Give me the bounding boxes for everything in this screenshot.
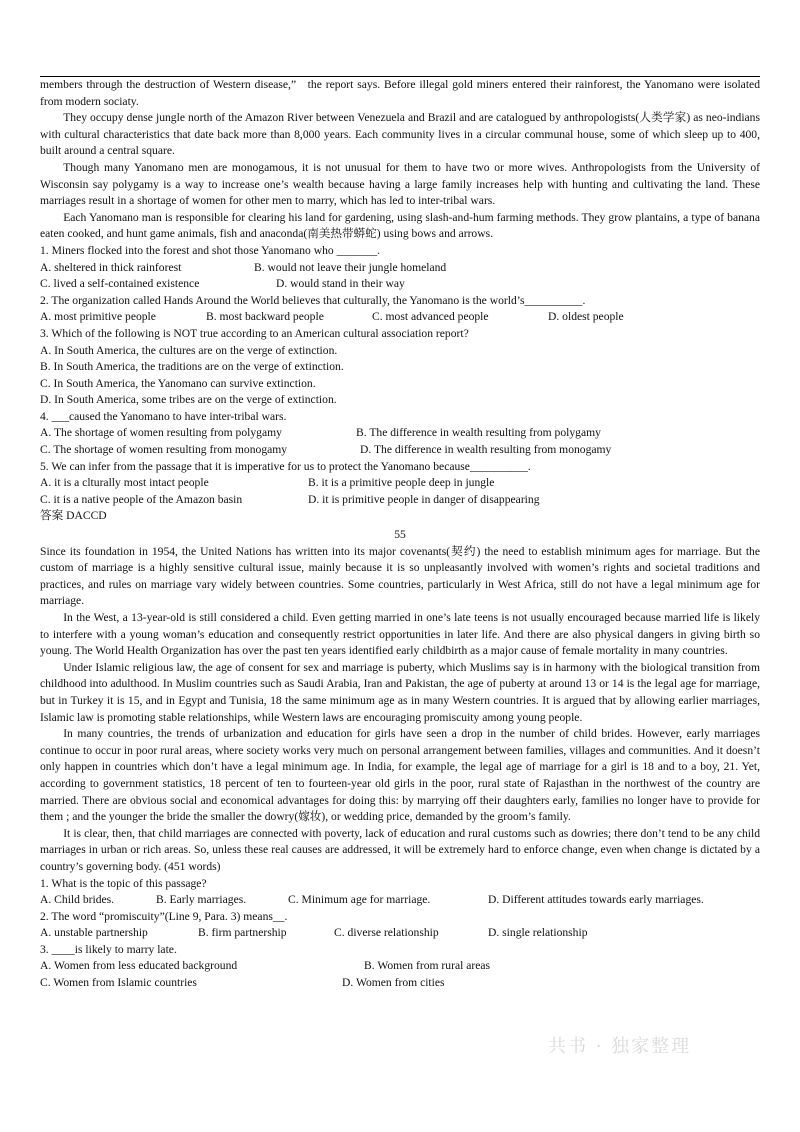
option-c: C. The shortage of women resulting from monogamy [40, 443, 288, 457]
passage1-para2: They occupy dense jungle north of the Amazon River between Venezuela and Brazil and are catalogued by anthropologists(人类学家) as neo-indians with cultural characteristics that date back more than 8,000 years. Each community lives in a circular communal house, some of which sleep up to 400, built around a central square. [40, 111, 760, 158]
passage1-para4: Each Yanomano man is responsible for clearing his land for gardening, using slash-and-hum farming methods. They grow plantains, a type of banana eaten cooked, and hunt game animals, fish and anaconda(南美热带蟒蛇) using bows and arrows. [40, 210, 760, 241]
passage2-para3: Under Islamic religious law, the age of consent for sex and marriage is puberty, which Muslims say is in harmony with the biological transition from childhood into adulthood. In Muslim countries such as Saudi Arabia, Iran and Pakistan, the age of puberty at around 13 or 14 is the legal age for marriage, but in Turkey it is 15, and in Egypt and Tunisia, 18 the same minimum age as in many Western countries. It is argued that by allowing earlier marriages, Islamic law is promoting stable relationships, while Western laws are encouraging promiscuity among young people. [40, 660, 760, 724]
option-b: B. it is a primitive people deep in jungle [308, 476, 495, 490]
option-d: D. The difference in wealth resulting from monogamy [360, 443, 612, 457]
option-a: A. The shortage of women resulting from polygamy [40, 426, 282, 440]
option-d: D. would stand in their way [276, 277, 405, 291]
option-b: B. firm partnership [198, 926, 287, 940]
option-b: B. The difference in wealth resulting from polygamy [356, 426, 601, 440]
question2-2: 2. The word “promiscuity”(Line 9, Para. 3) means__. [40, 909, 288, 923]
question-5-options-cd [40, 492, 760, 509]
option-b: B. Women from rural areas [364, 959, 491, 973]
option-a: A. Women from less educated background [40, 959, 238, 973]
question2-1: 1. What is the topic of this passage? [40, 876, 207, 890]
passage2-para4: In many countries, the trends of urbanization and education for girls have seen a drop in the number of child brides. However, early marriages continue to occur in poor rural areas, where society works very much on personal arrangement between families, villages and communities. And it doesn’t only happen in countries which don’t have a legal minimum age. In India, for example, the legal age of marriage for a girl is 18 and to a boy, 21. Yet, according to government statistics, 18 percent of ten to fourteen-year old girls in the poor, rural state of Rajasthan in the northwest of the country are married. There are obvious social and economical advantages for doing this: by marrying off their daughters early, families no longer have to provide for them ; and the younger the bride the smaller the dowry(嫁妆), or wedding price, demanded by the groom’s family. [40, 727, 760, 824]
option-c: C. Women from Islamic countries [40, 976, 197, 990]
question2-3-options-cd [40, 975, 760, 992]
question-2-options [40, 309, 760, 326]
option-c: C. lived a self-contained existence [40, 277, 200, 291]
question-5-options-ab [40, 475, 760, 492]
question-3: 3. Which of the following is NOT true according to an American cultural association report? [40, 326, 469, 340]
passage2-para2: In the West, a 13-year-old is still considered a child. Even getting married in one’s late teens is not usually encouraged because married life is likely to interfere with a young woman’s education and consequently restrict opportunities in later life. And there are also physical dangers in giving birth so young. The World Health Organization has over the past ten years identified early childbirth as a major cause of female mortality in many countries. [40, 611, 760, 658]
option-a: A. it is a clturally most intact people [40, 476, 209, 490]
question-4: 4. ___caused the Yanomano to have inter-tribal wars. [40, 409, 287, 423]
option-c: C. diverse relationship [334, 926, 439, 940]
option-d: D. oldest people [548, 310, 624, 324]
question2-3: 3. ____is likely to marry late. [40, 942, 177, 956]
question-1: 1. Miners flocked into the forest and shot those Yanomano who _______. [40, 243, 381, 257]
passage2-para1: Since its foundation in 1954, the United Nations has written into its major covenants(契约) the need to establish minimum ages for marriage. But the custom of marriage is a highly sensitive cultural issue, mainly because it is so unpleasantly involved with women’s rights and societal traditions and practices, and rules on marriage vary widely between countries. Some countries, particularly in West Africa, still do not have a legal minimum age for marriage. [40, 544, 760, 608]
question-1-options-ab [40, 260, 760, 277]
option-d: D. single relationship [488, 926, 588, 940]
passage-number: 55 [394, 528, 406, 542]
option-c: C. it is a native people of the Amazon basin [40, 492, 243, 506]
option-d: D. Different attitudes towards early marriages. [488, 893, 704, 907]
watermark-text: 共书 · 独家整理 [548, 1036, 692, 1057]
question-2: 2. The organization called Hands Around the World believes that culturally, the Yanomano is the world’s__________. [40, 293, 586, 307]
question-3-option-b: B. In South America, the traditions are on the verge of extinction. [40, 360, 344, 374]
question-5: 5. We can infer from the passage that it is imperative for us to protect the Yanomano because__________. [40, 459, 531, 473]
question2-1-options [40, 892, 760, 909]
option-a: A. Child brides. [40, 893, 115, 907]
passage2-para5: It is clear, then, that child marriages are connected with poverty, lack of education and rural customs such as dowries; there don’t tend to be any child marriages in urban or rich areas. So, unless these real causes are addressed, it will be extremely hard to enforce change, even when change is dictated by a country’s governing body. (451 words) [40, 826, 760, 873]
question-3-option-a: A. In South America, the cultures are on the verge of extinction. [40, 343, 338, 357]
answer-key: 答案 DACCD [40, 509, 107, 523]
option-c: C. most advanced people [372, 310, 489, 324]
option-a: A. sheltered in thick rainforest [40, 260, 182, 274]
option-b: B. Early marriages. [156, 893, 247, 907]
option-d: D. Women from cities [342, 976, 445, 990]
option-c: C. Minimum age for marriage. [288, 893, 431, 907]
question-4-options-ab [40, 425, 760, 442]
document-page [40, 76, 760, 992]
option-b: B. would not leave their jungle homeland [254, 260, 447, 274]
question-4-options-cd [40, 442, 760, 459]
question2-3-options-ab [40, 958, 760, 975]
question-3-option-d: D. In South America, some tribes are on the verge of extinction. [40, 393, 337, 407]
option-a: A. unstable partnership [40, 926, 148, 940]
question-3-option-c: C. In South America, the Yanomano can survive extinction. [40, 376, 316, 390]
option-a: A. most primitive people [40, 310, 156, 324]
option-b: B. most backward people [206, 310, 324, 324]
question-1-options-cd [40, 276, 760, 293]
passage1-para3: Though many Yanomano men are monogamous, it is not unusual for them to have two or more wives. Anthropologists from the University of Wisconsin say polygamy is a way to increase one’s wealth because having a large family increases help with hunting and cultivating the land. These marriages result in a shortage of women for other men to marry, which has led to inter-tribal wars. [40, 160, 760, 208]
question2-2-options [40, 925, 760, 942]
passage1-para1: members through the destruction of Western disease,” the report says. Before illegal gold miners entered their rainforest, the Yanomano were isolated from modern sociaty. [40, 78, 760, 108]
option-d: D. it is primitive people in danger of disappearing [308, 492, 540, 506]
